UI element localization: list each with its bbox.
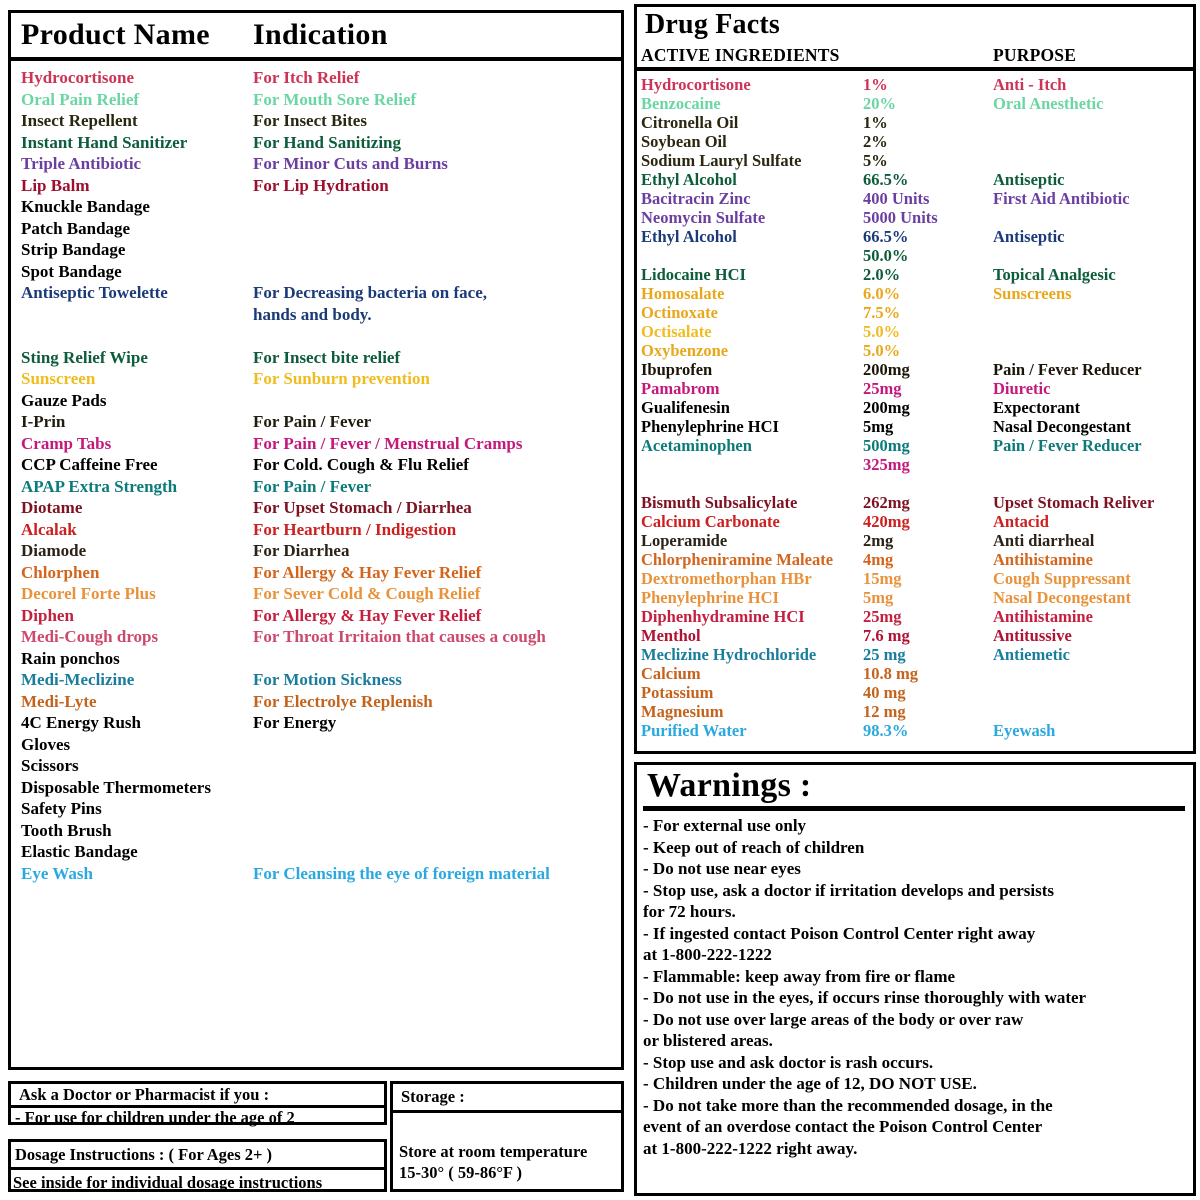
- amount-cell: 200mg: [863, 398, 910, 417]
- product-indication-cell: For Motion Sickness: [253, 670, 402, 689]
- product-indication-cell: For Mouth Sore Relief: [253, 89, 417, 109]
- ingredient-cell: Acetaminophen: [641, 436, 752, 455]
- product-name-cell: Diphen: [21, 605, 74, 625]
- ingredient-cell: Benzocaine: [641, 94, 721, 113]
- ingredient-cell: Homosalate: [641, 284, 725, 303]
- warning-line: - Stop use and ask doctor is rash occurs.: [643, 1052, 934, 1072]
- purpose-cell: Antiseptic: [993, 170, 1065, 189]
- purpose-cell: Antitussive: [993, 626, 1072, 645]
- amount-cell: [863, 474, 993, 493]
- product-name-cell: Diotame: [21, 498, 83, 517]
- amount-cell: 5.0%: [863, 341, 901, 360]
- product-row: [21, 390, 621, 412]
- drug-facts-row: [641, 94, 1193, 113]
- product-name-cell: I-Prin: [21, 412, 66, 431]
- product-row: [21, 218, 621, 240]
- drug-facts-row: [641, 645, 1193, 664]
- drug-facts-row: [641, 322, 1193, 341]
- product-row: [21, 798, 621, 820]
- product-row: [21, 304, 621, 326]
- product-indication-cell: For Hand Sanitizing: [253, 132, 401, 152]
- ingredient-cell: Bismuth Subsalicylate: [641, 493, 798, 512]
- column-header-indication: Indication: [253, 18, 388, 51]
- storage-line-1: Store at room temperature: [399, 1142, 588, 1161]
- amount-cell: 200mg: [863, 360, 910, 379]
- drug-facts-column-headers: [637, 41, 1193, 71]
- ingredient-cell: [641, 455, 863, 474]
- storage-box: [390, 1081, 624, 1192]
- drug-facts-row: [641, 683, 1193, 702]
- product-indication-cell: For Insect Bites: [253, 111, 367, 130]
- ingredient-cell: Phenylephrine HCI: [641, 417, 779, 436]
- product-name-cell: CCP Caffeine Free: [21, 455, 158, 474]
- purpose-cell: Expectorant: [993, 398, 1081, 417]
- product-name-cell: Strip Bandage: [21, 240, 126, 259]
- product-row: [21, 734, 621, 756]
- ingredient-cell: Ethyl Alcohol: [641, 170, 737, 189]
- amount-cell: 5mg: [863, 417, 894, 436]
- amount-cell: 20%: [863, 94, 896, 113]
- warning-line: - Do not use over large areas of the body or over raw: [643, 1009, 1024, 1029]
- product-indication-cell: For Cleansing the eye of foreign material: [253, 863, 550, 883]
- dosage-instructions-box: [8, 1139, 387, 1192]
- drug-facts-row: [641, 189, 1193, 208]
- product-row: [21, 669, 621, 691]
- ingredient-cell: Ibuprofen: [641, 360, 713, 379]
- warning-line: - Children under the age of 12, DO NOT USE.: [643, 1074, 977, 1093]
- product-row: [21, 239, 621, 261]
- product-name-cell: Medi-Meclizine: [21, 670, 135, 689]
- product-name-cell: Decorel Forte Plus: [21, 584, 156, 603]
- drug-facts-row: [641, 360, 1193, 379]
- ask-doctor-box: [8, 1081, 387, 1125]
- purpose-cell: First Aid Antibiotic: [993, 189, 1130, 208]
- product-name-cell: Eye Wash: [21, 863, 93, 883]
- product-name-cell: Gloves: [21, 734, 71, 754]
- ingredient-cell: Diphenhydramine HCI: [641, 607, 805, 626]
- product-row: [21, 712, 621, 734]
- product-name-cell: Cramp Tabs: [21, 433, 112, 453]
- product-indication-cell: For Throat Irritaion that causes a cough: [253, 627, 546, 646]
- product-name-cell: Medi-Lyte: [21, 691, 97, 711]
- product-row: [21, 863, 621, 885]
- ingredient-cell: Bacitracin Zinc: [641, 189, 751, 208]
- ingredient-cell: [641, 246, 863, 265]
- drug-facts-row: [641, 75, 1193, 94]
- product-row: [21, 282, 621, 304]
- warning-line: - Do not use near eyes: [643, 859, 801, 878]
- amount-cell: 400 Units: [863, 189, 930, 208]
- product-name-cell: Safety Pins: [21, 799, 102, 818]
- product-name-cell: Antiseptic Towelette: [21, 283, 168, 302]
- product-name-cell: Scissors: [21, 756, 79, 775]
- drug-facts-row: [641, 550, 1193, 569]
- drug-facts-row: [641, 588, 1193, 607]
- ingredient-cell: Octinoxate: [641, 303, 718, 322]
- product-name-cell: Sunscreen: [21, 369, 96, 388]
- product-name-cell: [21, 325, 253, 347]
- ask-doctor-title: Ask a Doctor or Pharmacist if you :: [11, 1084, 384, 1108]
- product-row: [21, 562, 621, 584]
- purpose-cell: Antiemetic: [993, 645, 1070, 664]
- product-row: [21, 605, 621, 627]
- column-header-purpose: PURPOSE: [993, 45, 1077, 65]
- drug-facts-row: [641, 398, 1193, 417]
- product-name-cell: 4C Energy Rush: [21, 713, 141, 732]
- product-name-cell: Elastic Bandage: [21, 842, 138, 861]
- amount-cell: 262mg: [863, 493, 910, 512]
- product-row: [21, 347, 621, 369]
- amount-cell: 5.0%: [863, 322, 901, 341]
- product-name-cell: Insect Repellent: [21, 111, 138, 130]
- purpose-cell: Pain / Fever Reducer: [993, 360, 1142, 379]
- drug-facts-rows: [637, 71, 1193, 740]
- column-header-product-name: Product Name: [21, 18, 210, 51]
- warning-line: - Do not use in the eyes, if occurs rinse thoroughly with water: [643, 988, 1087, 1007]
- drug-facts-row: [641, 246, 1193, 265]
- column-header-active-ingredients: ACTIVE INGREDIENTS: [641, 45, 840, 65]
- warning-line: at 1-800-222-1222: [643, 945, 772, 964]
- ingredient-cell: [641, 474, 863, 493]
- product-row: [21, 325, 621, 347]
- product-row: [21, 497, 621, 519]
- product-indication-cell: For Cold. Cough & Flu Relief: [253, 455, 469, 474]
- product-row: [21, 433, 621, 455]
- product-name-cell: Medi-Cough drops: [21, 627, 159, 646]
- drug-facts-row: [641, 170, 1193, 189]
- product-indication-cell: For Energy: [253, 713, 337, 732]
- product-indication-cell: For Itch Relief: [253, 68, 360, 87]
- product-table-header: [11, 13, 621, 61]
- drug-facts-row: [641, 227, 1193, 246]
- ingredient-cell: Menthol: [641, 626, 701, 645]
- product-name-cell: Patch Bandage: [21, 218, 131, 238]
- drug-facts-row: [641, 436, 1193, 455]
- ingredient-cell: Potassium: [641, 683, 714, 702]
- purpose-cell: Diuretic: [993, 379, 1051, 398]
- product-row: [21, 175, 621, 197]
- amount-cell: 12 mg: [863, 702, 906, 721]
- product-name-cell: Rain ponchos: [21, 648, 120, 668]
- product-table-panel: [8, 10, 624, 1070]
- product-row: [21, 777, 621, 799]
- amount-cell: 2%: [863, 132, 888, 151]
- product-row: [21, 368, 621, 390]
- product-indication-cell: For Upset Stomach / Diarrhea: [253, 498, 472, 517]
- amount-cell: 66.5%: [863, 227, 909, 246]
- ingredient-cell: Pamabrom: [641, 379, 720, 398]
- product-indication-cell: For Pain / Fever: [253, 476, 372, 496]
- product-row: [21, 583, 621, 605]
- ingredient-cell: Dextromethorphan HBr: [641, 569, 812, 588]
- warning-line: for 72 hours.: [643, 902, 736, 921]
- amount-cell: 5%: [863, 151, 888, 170]
- drug-facts-title: Drug Facts: [645, 9, 780, 40]
- product-indication-cell: hands and body.: [253, 304, 372, 324]
- amount-cell: 6.0%: [863, 284, 901, 303]
- amount-cell: 1%: [863, 75, 888, 94]
- ingredient-cell: Citronella Oil: [641, 113, 739, 132]
- product-row: [21, 132, 621, 154]
- drug-facts-row: [641, 379, 1193, 398]
- product-name-cell: Spot Bandage: [21, 261, 122, 281]
- ingredient-cell: Hydrocortisone: [641, 75, 751, 94]
- warning-line: or blistered areas.: [643, 1031, 773, 1050]
- product-row: [21, 261, 621, 283]
- product-row: [21, 540, 621, 562]
- purpose-cell: Antacid: [993, 512, 1049, 531]
- product-name-cell: Instant Hand Sanitizer: [21, 132, 188, 152]
- product-name-cell: Gauze Pads: [21, 390, 107, 410]
- purpose-cell: Eyewash: [993, 721, 1056, 740]
- purpose-cell: Nasal Decongestant: [993, 588, 1131, 607]
- product-row: [21, 691, 621, 713]
- drug-facts-row: [641, 132, 1193, 151]
- amount-cell: 420mg: [863, 512, 910, 531]
- purpose-cell: Anti - Itch: [993, 75, 1067, 94]
- dosage-title: Dosage Instructions : ( For Ages 2+ ): [11, 1142, 384, 1170]
- product-name-cell: Diamode: [21, 541, 87, 560]
- purpose-cell: Cough Suppressant: [993, 569, 1131, 588]
- amount-cell: 66.5%: [863, 170, 909, 189]
- amount-cell: 7.6 mg: [863, 626, 910, 645]
- product-name-cell: Lip Balm: [21, 175, 90, 195]
- dosage-line: See inside for individual dosage instructions: [13, 1173, 323, 1192]
- storage-line-2: 15-30° ( 59-86°F ): [399, 1163, 523, 1182]
- product-row: [21, 755, 621, 777]
- ingredient-cell: Purified Water: [641, 721, 747, 740]
- warning-line: at 1-800-222-1222 right away.: [643, 1138, 858, 1158]
- storage-title: Storage :: [393, 1084, 621, 1113]
- amount-cell: 2mg: [863, 531, 894, 550]
- purpose-cell: Pain / Fever Reducer: [993, 436, 1142, 455]
- purpose-cell: Antihistamine: [993, 607, 1093, 626]
- product-indication-cell: For Heartburn / Indigestion: [253, 519, 457, 539]
- product-name-cell: Tooth Brush: [21, 820, 112, 840]
- amount-cell: 1%: [863, 113, 888, 132]
- ingredient-cell: Loperamide: [641, 531, 728, 550]
- product-indication-cell: For Lip Hydration: [253, 175, 389, 195]
- storage-body: [393, 1113, 621, 1183]
- ingredient-cell: Octisalate: [641, 322, 712, 341]
- column-header-amount: [863, 45, 993, 66]
- product-indication-cell: For Allergy & Hay Fever Relief: [253, 562, 482, 582]
- product-indication-cell: For Pain / Fever / Menstrual Cramps: [253, 433, 523, 453]
- warnings-list: [637, 811, 1193, 1159]
- purpose-cell: Oral Anesthetic: [993, 94, 1104, 113]
- product-row: [21, 454, 621, 476]
- product-row: [21, 67, 621, 89]
- warning-line: - For external use only: [643, 816, 807, 835]
- amount-cell: 25mg: [863, 607, 902, 626]
- product-name-cell: Chlorphen: [21, 562, 100, 582]
- purpose-cell: Nasal Decongestant: [993, 417, 1131, 436]
- ingredient-cell: Neomycin Sulfate: [641, 208, 766, 227]
- warnings-title: Warnings :: [647, 767, 812, 804]
- purpose-cell: Topical Analgesic: [993, 265, 1116, 284]
- warning-line: - Keep out of reach of children: [643, 837, 865, 857]
- ingredient-cell: Phenylephrine HCI: [641, 588, 779, 607]
- product-indication-cell: For Allergy & Hay Fever Relief: [253, 605, 482, 625]
- warning-line: - If ingested contact Poison Control Center right away: [643, 923, 1036, 943]
- drug-facts-row: [641, 512, 1193, 531]
- product-row: [21, 820, 621, 842]
- amount-cell: 7.5%: [863, 303, 901, 322]
- product-row: [21, 648, 621, 670]
- amount-cell: 15mg: [863, 569, 902, 588]
- drug-facts-row: [641, 531, 1193, 550]
- amount-cell: 2.0%: [863, 265, 901, 284]
- drug-facts-row: [641, 455, 1193, 474]
- ingredient-cell: Magnesium: [641, 702, 724, 721]
- drug-facts-row: [641, 493, 1193, 512]
- drug-facts-row: [641, 151, 1193, 170]
- product-rows: [11, 61, 621, 884]
- product-row: [21, 411, 621, 433]
- ingredient-cell: Gualifenesin: [641, 398, 730, 417]
- amount-cell: 25 mg: [863, 645, 906, 664]
- product-row: [21, 519, 621, 541]
- product-indication-cell: For Sever Cold & Cough Relief: [253, 584, 481, 603]
- warning-line: event of an overdose contact the Poison Control Center: [643, 1117, 1043, 1136]
- drug-facts-row: [641, 208, 1193, 227]
- drug-facts-row: [641, 569, 1193, 588]
- ingredient-cell: Sodium Lauryl Sulfate: [641, 151, 802, 170]
- product-indication-cell: For Pain / Fever: [253, 412, 372, 431]
- product-name-cell: Sting Relief Wipe: [21, 347, 148, 367]
- product-row: [21, 476, 621, 498]
- ingredient-cell: Calcium Carbonate: [641, 512, 780, 531]
- purpose-cell: Sunscreens: [993, 284, 1072, 303]
- product-indication-cell: For Decreasing bacteria on face,: [253, 283, 487, 302]
- product-indication-cell: For Minor Cuts and Burns: [253, 154, 448, 173]
- drug-facts-row: [641, 664, 1193, 683]
- product-row: [21, 841, 621, 863]
- product-name-cell: Oral Pain Relief: [21, 89, 140, 109]
- amount-cell: 98.3%: [863, 721, 909, 740]
- purpose-cell: Upset Stomach Reliver: [993, 493, 1155, 512]
- ingredient-cell: Meclizine Hydrochloride: [641, 645, 817, 664]
- amount-cell: 325mg: [863, 455, 910, 474]
- amount-cell: 4mg: [863, 550, 894, 569]
- amount-cell: 5mg: [863, 588, 894, 607]
- product-row: [21, 110, 621, 132]
- product-indication-cell: For Insect bite relief: [253, 347, 401, 367]
- drug-facts-row: [641, 341, 1193, 360]
- amount-cell: 50.0%: [863, 246, 909, 265]
- product-name-cell: Hydrocortisone: [21, 68, 135, 87]
- product-row: [21, 153, 621, 175]
- amount-cell: 25mg: [863, 379, 902, 398]
- drug-facts-row: [641, 702, 1193, 721]
- drug-facts-panel: [634, 4, 1196, 754]
- drug-facts-row: [641, 474, 1193, 493]
- ingredient-cell: Soybean Oil: [641, 132, 727, 151]
- product-name-cell: Knuckle Bandage: [21, 197, 150, 216]
- drug-facts-row: [641, 265, 1193, 284]
- ingredient-cell: Lidocaine HCI: [641, 265, 746, 284]
- product-row: [21, 89, 621, 111]
- warning-line: - Flammable: keep away from fire or flame: [643, 966, 956, 986]
- product-indication-cell: For Sunburn prevention: [253, 369, 430, 388]
- drug-facts-row: [641, 113, 1193, 132]
- ask-doctor-line: - For use for children under the age of 2: [15, 1108, 295, 1127]
- warning-line: - Do not take more than the recommended dosage, in the: [643, 1095, 1053, 1115]
- product-indication-cell: For Diarrhea: [253, 541, 350, 560]
- product-row: [21, 626, 621, 648]
- amount-cell: 500mg: [863, 436, 910, 455]
- product-name-cell: APAP Extra Strength: [21, 476, 178, 496]
- drug-facts-row: [641, 417, 1193, 436]
- drug-facts-row: [641, 626, 1193, 645]
- amount-cell: 5000 Units: [863, 208, 938, 227]
- product-row: [21, 196, 621, 218]
- warnings-panel: [634, 762, 1196, 1196]
- product-name-cell: Alcalak: [21, 519, 77, 539]
- purpose-cell: Anti diarrheal: [993, 531, 1095, 550]
- purpose-cell: Antihistamine: [993, 550, 1093, 569]
- product-name-cell: Disposable Thermometers: [21, 777, 211, 797]
- ingredient-cell: Chlorpheniramine Maleate: [641, 550, 834, 569]
- amount-cell: 10.8 mg: [863, 664, 918, 683]
- warning-line: - Stop use, ask a doctor if irritation develops and persists: [643, 880, 1055, 900]
- product-indication-cell: For Electrolye Replenish: [253, 691, 433, 711]
- ingredient-cell: Ethyl Alcohol: [641, 227, 737, 246]
- amount-cell: 40 mg: [863, 683, 906, 702]
- drug-facts-row: [641, 607, 1193, 626]
- ingredient-cell: Oxybenzone: [641, 341, 729, 360]
- drug-facts-row: [641, 284, 1193, 303]
- drug-facts-row: [641, 721, 1193, 740]
- product-name-cell: Triple Antibiotic: [21, 154, 142, 173]
- ingredient-cell: Calcium: [641, 664, 701, 683]
- purpose-cell: Antiseptic: [993, 227, 1065, 246]
- drug-facts-row: [641, 303, 1193, 322]
